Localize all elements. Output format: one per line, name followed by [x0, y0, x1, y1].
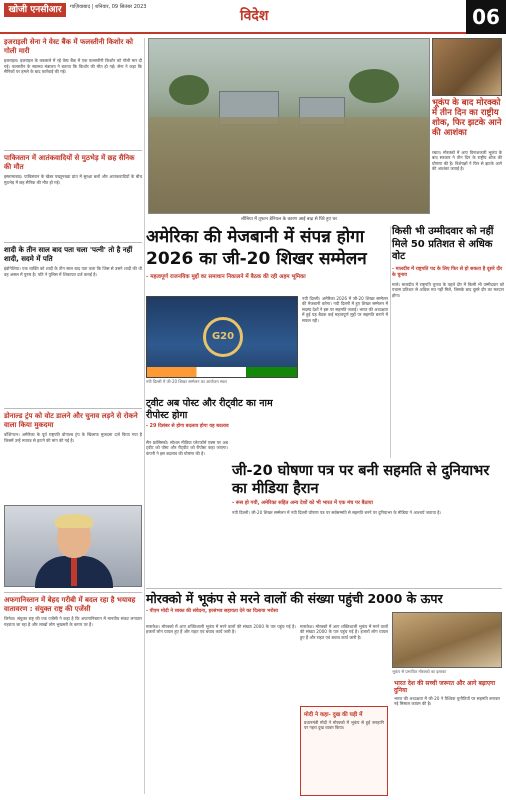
india-sidebox-body: भारत की अध्यक्षता में जी-20 ने वैश्विक चुनौतियों पर सहमति बनाकर नई मिसाल कायम की है।	[394, 696, 500, 707]
afghan-body: जिनेवा। संयुक्त राष्ट्र की एक एजेंसी ने कहा है कि अफगानिस्तान में मानवीय संकट लगातार गहराता जा रहा है और लाखों लोग भुखमरी के कगार पर हैं।	[4, 616, 142, 627]
morocco-headline: मोरक्को में भूकंप से मरने वालों की संख्या पहुंची 2000 के ऊपर	[146, 591, 443, 606]
column-divider-right	[390, 226, 391, 458]
morocco-caption: भूकंप से प्रभावित मोरक्को का इलाका	[392, 669, 447, 674]
flood-photo	[148, 38, 430, 214]
g20-photo	[146, 296, 298, 378]
g20-story	[146, 226, 390, 280]
declaration-body: नयी दिल्ली। जी-20 शिखर सम्मेलन में नयी दिल्ली घोषणा पत्र पर सर्वसम्मति से सहमति बनने पर दुनियाभर के मीडिया ने आश्चर्य जताया है।	[232, 510, 442, 515]
wedding-body: इंडोनेशिया। एक व्यक्ति को शादी के तीन साल बाद पता चला कि जिस से उसने शादी की थी वह असल में पुरुष है। पति ने पुलिस में शिकायत दर्ज कराई है।	[4, 266, 142, 277]
newspaper-brand: खोजी एनसीआर	[4, 3, 66, 17]
g20-headline: अमेरिका की मेजबानी में संपन्न होगा 2026 का जी-20 शिखर सम्मेलन	[146, 227, 367, 269]
wedding-story	[4, 242, 142, 406]
declaration-subheadline: - रूस हो गयी, अमेरिका सहित अन्य देशों को भी भारत में एक मंच पर बैठाया	[232, 500, 373, 506]
modi-sidebox	[300, 706, 388, 796]
twitter-headline: ट्वीट अब पोस्ट और रीट्वीट का नाम रीपोस्ट होगा	[146, 398, 273, 421]
quake-right-headline: भूकंप के बाद मोरक्को में तीन दिन का राष्ट्रीय शोक, फिर झटके आने की आशंका	[432, 98, 502, 138]
morocco-body-cont: माराकेश। मोरक्को में आए शक्तिशाली भूकंप में मरने वालों की संख्या 2000 के पार पहुंच गई है। हजारों लोग घायल हुए हैं और राहत एवं बचाव कार्य जारी है।	[300, 624, 388, 640]
fifty-body: माले। मालदीव में राष्ट्रपति चुनाव के पहले दौर में किसी भी उम्मीदवार को पचास प्रतिशत से अधिक मत नहीं मिले, जिसके बाद दूसरे दौर का मतदान होगा।	[392, 282, 504, 298]
israel-headline: इजराइली सेना ने वेस्ट बैंक में फलस्तीनी किशोर को गोली मारी	[4, 38, 133, 55]
afghan-headline: अफगानिस्तान में बेहद गरीबी में बदल रहा है भयावह वातावरण : संयुक्त राष्ट्र की एजेंसी	[4, 596, 136, 613]
masthead	[0, 0, 506, 34]
twitter-subheadline: - 29 दिसंबर से होगा बदलाव होगा यह बदलाव	[146, 424, 229, 429]
g20-subheadline: - महत्वपूर्ण राजनयिक मुद्दों का समाधान निकालने में बैठक की रही अहम भूमिका	[146, 274, 306, 280]
quake-photo	[432, 38, 502, 96]
india-sidebox	[392, 678, 502, 796]
flood-caption: लीबिया में तूफान डेनियल के कारण आई बाढ़ से घिरे हुए घर	[241, 217, 337, 222]
twitter-body: सैन फ्रांसिस्को। सोशल मीडिया प्लेटफॉर्म एक्स पर अब ट्वीट को पोस्ट और रीट्वीट को रीपोस्ट कहा जाएगा। कंपनी ने इस बदलाव की घोषणा की है।	[146, 440, 228, 456]
declaration-headline: जी-20 घोषणा पत्र पर बनी सहमति से दुनियाभर का मीडिया हैरान	[232, 463, 490, 497]
israel-body: इजराइल। इजराइल के कब्जाले में रहे वेस्ट बैंक में एक फलस्तीनी किशोर को गोली मार दी गई। फलस्तीन के स्वास्थ्य मंत्रालय ने बताया कि किशोर की मौत हो गई। सेना ने कहा कि सैनिकों पर हमले के बाद कार्रवाई की गई।	[4, 58, 142, 74]
fifty-headline: किसी भी उम्मीदवार को नहीं मिले 50 प्रतिशत से अधिक वोट	[392, 226, 494, 262]
modi-sidebox-title: मोदी ने कहा- दुख की घड़ी में	[304, 712, 363, 718]
fifty-subheadline: - मालदीव में राष्ट्रपति पद के लिए फिर से हो सकता है दूसरे दौर के चुनाव	[392, 266, 503, 278]
section-title: विदेश	[240, 8, 269, 24]
dateline: गाज़ियाबाद | शनिवार, 09 सितंबर 2023	[70, 4, 147, 10]
india-sidebox-title: भारत देश की सच्ची जरूरत और आगे बढ़ाएगा दुनिया	[394, 680, 496, 694]
trump-photo	[4, 505, 142, 587]
pakistan-body: इस्लामाबाद। पाकिस्तान के खैबर पख्तूनख्वा प्रांत में सुरक्षा बलों और आतंकवादियों के बीच मुठभेड़ में छह सैनिक की मौत हो गई।	[4, 174, 142, 185]
trump-body: वॉशिंगटन। अमेरिका के पूर्व राष्ट्रपति डोनाल्ड ट्रंप के खिलाफ मुकदमा दर्ज किया गया है जिसमें उन्हें मतपत्र से हटाने की मांग की गई है।	[4, 432, 142, 443]
morocco-subheadline: - पीएम मोदी ने व्यक्त की संवेदना, हरसंभव सहायता देने का दिलाया भरोसा	[146, 609, 279, 614]
afghan-story	[4, 592, 142, 784]
morocco-body: माराकेश। मोरक्को में आए शक्तिशाली भूकंप में मरने वालों की संख्या 2000 के पार पहुंच गई है। हजारों लोग घायल हुए हैं और राहत एवं बचाव कार्य जारी है।	[146, 624, 296, 635]
quake-right-body: रबात। मोरक्को में आए विनाशकारी भूकंप के बाद सरकार ने तीन दिन के राष्ट्रीय शोक की घोषणा की है। विशेषज्ञों ने फिर से झटके आने की आशंका जताई है।	[432, 150, 502, 172]
twitter-story	[146, 398, 298, 429]
trump-story	[4, 408, 142, 502]
wedding-headline: शादी के तीन साल बाद पता चला 'पत्नी' तो है नहीं शादी, सदमे में पति	[4, 246, 133, 263]
g20-body: नयी दिल्ली। अमेरिका 2026 में जी-20 शिखर सम्मेलन की मेजबानी करेगा। नयी दिल्ली में हुए शिखर सम्मेलन में सदस्य देशों ने इस पर सहमति जताई। भारत की अध्यक्षता में हुई यह बैठक कई महत्वपूर्ण मुद्दों पर सहमति बनाने में सफल रही।	[302, 296, 388, 323]
morocco-story	[146, 588, 502, 614]
g20-logo-icon: G20	[203, 317, 243, 357]
modi-sidebox-body: प्रधानमंत्री मोदी ने मोरक्को में भूकंप से हुई जनहानि पर गहरा दुख व्यक्त किया।	[304, 720, 384, 731]
page-number: 06	[466, 0, 506, 34]
pakistan-headline: पाकिस्तान में आतंकवादियों से मुठभेड़ में छह सैनिक की मौत	[4, 154, 135, 171]
declaration-story	[232, 462, 504, 506]
morocco-photo	[392, 612, 502, 668]
column-divider	[144, 38, 145, 794]
pakistan-story	[4, 150, 142, 244]
israel-story	[4, 38, 142, 146]
g20-caption: नयी दिल्ली में जी-20 शिखर सम्मेलन का आयोजन स्थल	[146, 379, 227, 384]
trump-headline: डोनाल्ड ट्रंप को वोट डालने और चुनाव लड़ने से रोकने वाला किया मुकदमा	[4, 412, 138, 429]
fifty-story	[392, 226, 504, 278]
